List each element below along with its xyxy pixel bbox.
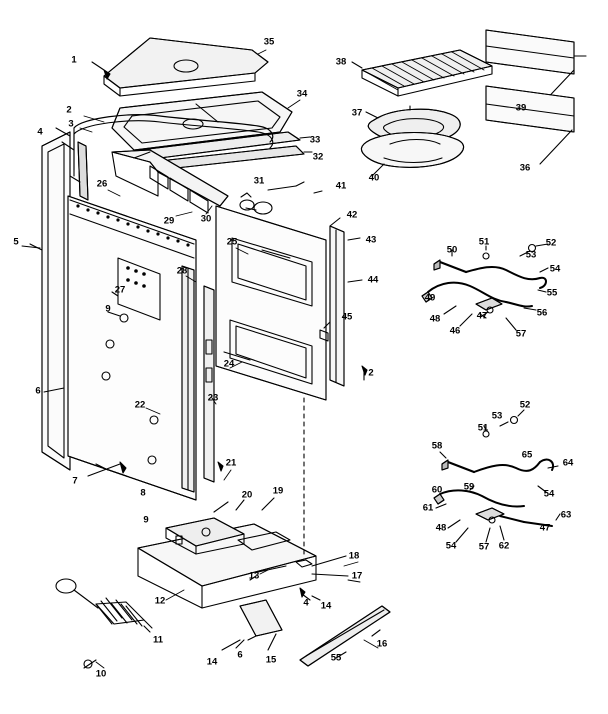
broiler-rack-38: [352, 50, 492, 96]
callout-39: 39: [515, 102, 527, 114]
callout-52a: 52: [545, 237, 557, 249]
screw-1: [92, 62, 110, 79]
callout-36: 36: [519, 162, 531, 174]
callout-8: 8: [140, 487, 146, 499]
callout-53b: 53: [491, 410, 503, 422]
callout-45: 45: [341, 311, 353, 323]
left-side-panel-5: [30, 128, 70, 470]
callout-56: 56: [536, 307, 548, 319]
callout-22: 22: [134, 399, 146, 411]
callout-51a: 51: [478, 236, 490, 248]
burner-base-40: [361, 133, 463, 177]
callout-7: 7: [72, 475, 78, 487]
cabinet-wrap-6: [68, 196, 196, 500]
callout-43: 43: [365, 234, 377, 246]
callout-32: 32: [312, 151, 324, 163]
callout-9b: 9: [143, 514, 149, 526]
callout-15: 15: [265, 654, 277, 666]
callout-34: 34: [296, 88, 308, 100]
callout-54b: 54: [543, 488, 555, 500]
callout-52b: 52: [519, 399, 531, 411]
callout-1: 1: [71, 54, 77, 66]
callout-4a: 4: [37, 126, 43, 138]
callout-44: 44: [367, 274, 379, 286]
callout-64: 64: [562, 457, 574, 469]
callout-54c: 54: [445, 540, 457, 552]
callout-17: 17: [351, 570, 363, 582]
callout-6b: 6: [237, 649, 243, 661]
callout-55b: 55: [330, 652, 342, 664]
callout-16: 16: [376, 638, 388, 650]
callout-13: 13: [248, 570, 260, 582]
callout-38: 38: [335, 56, 347, 68]
callout-10: 10: [95, 668, 107, 680]
heating-coil-11: [56, 579, 152, 668]
side-trim-36: [486, 86, 574, 164]
callout-11: 11: [152, 634, 164, 646]
callout-37: 37: [351, 107, 363, 119]
screw-2-right: [362, 366, 367, 380]
top-panel-35: [104, 38, 268, 96]
seal-strip-2: [70, 142, 88, 200]
callout-4b: 4: [303, 597, 309, 609]
callout-53a: 53: [525, 249, 537, 261]
callout-61: 61: [422, 502, 434, 514]
callout-58: 58: [431, 440, 443, 452]
callout-33: 33: [309, 134, 321, 146]
callout-62: 62: [498, 540, 510, 552]
callout-20: 20: [241, 489, 253, 501]
callout-55a: 55: [546, 287, 558, 299]
callout-48a: 48: [429, 313, 441, 325]
callout-27: 27: [114, 284, 126, 296]
oven-front-frame-25: [216, 206, 334, 400]
callout-28: 28: [176, 265, 188, 277]
callout-47a: 47: [476, 310, 488, 322]
callout-47b: 47: [539, 522, 551, 534]
callout-2a: 2: [66, 104, 72, 116]
callout-41: 41: [335, 180, 347, 192]
callout-23: 23: [207, 392, 219, 404]
callout-14b: 14: [206, 656, 218, 668]
callout-5: 5: [13, 236, 19, 248]
callout-54a: 54: [549, 263, 561, 275]
bottom-tray-12: [138, 498, 348, 650]
callout-63: 63: [560, 509, 572, 521]
callout-48b: 48: [435, 522, 447, 534]
callout-50: 50: [446, 244, 458, 256]
callout-59: 59: [463, 481, 475, 493]
callout-6a: 6: [35, 385, 41, 397]
callout-29: 29: [163, 215, 175, 227]
callout-26: 26: [96, 178, 108, 190]
callout-12: 12: [154, 595, 166, 607]
callout-57a: 57: [515, 328, 527, 340]
callout-35: 35: [263, 36, 275, 48]
callout-24: 24: [223, 358, 235, 370]
callout-21: 21: [225, 457, 237, 469]
callout-14a: 14: [320, 600, 332, 612]
callout-19: 19: [272, 485, 284, 497]
rack-guide-16: [300, 606, 390, 666]
callout-25: 25: [226, 236, 238, 248]
callout-60: 60: [431, 484, 443, 496]
callout-51b: 51: [477, 422, 489, 434]
callout-46: 46: [449, 325, 461, 337]
callout-9a: 9: [105, 303, 111, 315]
callout-3: 3: [68, 118, 74, 130]
channel-22: [182, 266, 194, 492]
callout-49: 49: [424, 292, 436, 304]
callout-65: 65: [521, 449, 533, 461]
callout-30: 30: [200, 213, 212, 225]
callout-18: 18: [348, 550, 360, 562]
callout-40: 40: [368, 172, 380, 184]
callout-57b: 57: [478, 541, 490, 553]
callout-42: 42: [346, 209, 358, 221]
callout-31: 31: [253, 175, 265, 187]
right-side-panel-42: [330, 218, 362, 386]
callout-2b: 2: [368, 367, 374, 379]
